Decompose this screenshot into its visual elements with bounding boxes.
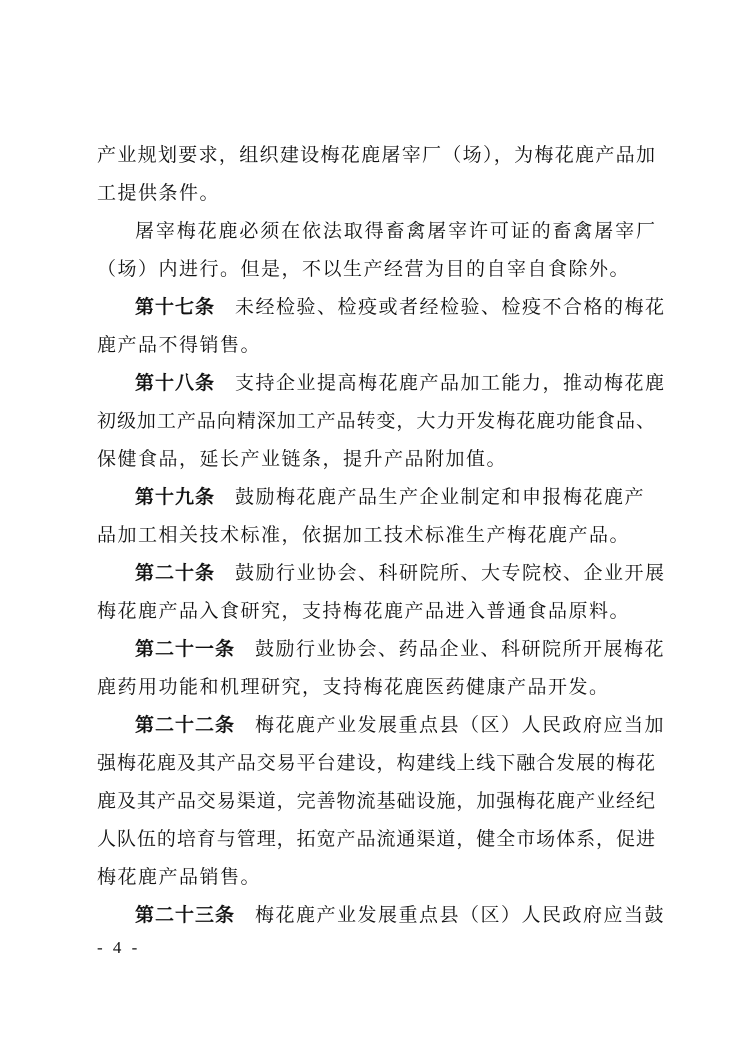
text-line: 鹿及其产品交易渠道，完善物流基础设施，加强梅花鹿产业经纪 [97, 790, 655, 812]
text-line: 产业规划要求，组织建设梅花鹿屠宰厂（场），为梅花鹿产品加 [97, 144, 655, 166]
text-line: 鼓励行业协会、科研院所、大专院校、企业开展 [235, 562, 666, 584]
text-line: 初级加工产品向精深加工产品转变，大力开发梅花鹿功能食品、 [97, 410, 655, 432]
article-19-heading: 第十九条 [135, 486, 216, 508]
article-23-line [135, 896, 665, 934]
text-line: 屠宰梅花鹿必须在依法取得畜禽屠宰许可证的畜禽屠宰厂 [135, 220, 655, 242]
text-line: 鼓励梅花鹿产品生产企业制定和申报梅花鹿产 [235, 486, 646, 508]
text-line: 工提供条件。 [97, 182, 221, 204]
text-line: 未经检验、检疫或者经检验、检疫不合格的梅花 [235, 296, 666, 318]
article-21-line [135, 630, 665, 668]
article-19-line [135, 478, 645, 516]
article-21-heading: 第二十一条 [135, 638, 236, 660]
article-22-heading: 第二十二条 [135, 714, 236, 736]
article-17-heading: 第十七条 [135, 296, 216, 318]
article-18-heading: 第十八条 [135, 372, 216, 394]
article-22-line [135, 706, 665, 744]
article-18-line [135, 364, 666, 402]
text-line: 梅花鹿产品入食研究，支持梅花鹿产品进入普通食品原料。 [97, 600, 631, 622]
article-20-heading: 第二十条 [135, 562, 216, 584]
article-17-line [135, 288, 666, 326]
text-line: （场）内进行。但是，不以生产经营为目的自宰自食除外。 [97, 258, 631, 280]
text-line: 人队伍的培育与管理，拓宽产品流通渠道，健全市场体系，促进 [97, 828, 655, 850]
text-line: 梅花鹿产品销售。 [97, 866, 262, 888]
text-line: 支持企业提高梅花鹿产品加工能力，推动梅花鹿 [235, 372, 666, 394]
text-line: 保健食品，延长产业链条，提升产品附加值。 [97, 448, 508, 470]
text-line: 品加工相关技术标准，依据加工技术标准生产梅花鹿产品。 [97, 524, 631, 546]
text-line: 梅花鹿产业发展重点县（区）人民政府应当鼓 [255, 904, 666, 926]
article-20-line [135, 554, 666, 592]
text-line: 鹿药用功能和机理研究，支持梅花鹿医药健康产品开发。 [97, 676, 610, 698]
text-line: 鼓励行业协会、药品企业、科研院所开展梅花 [255, 638, 666, 660]
text-line: 鹿产品不得销售。 [97, 334, 262, 356]
page-number: - 4 - [97, 938, 141, 957]
article-23-heading: 第二十三条 [135, 904, 236, 926]
text-line: 强梅花鹿及其产品交易平台建设，构建线上线下融合发展的梅花 [97, 752, 655, 774]
text-line: 梅花鹿产业发展重点县（区）人民政府应当加 [255, 714, 666, 736]
